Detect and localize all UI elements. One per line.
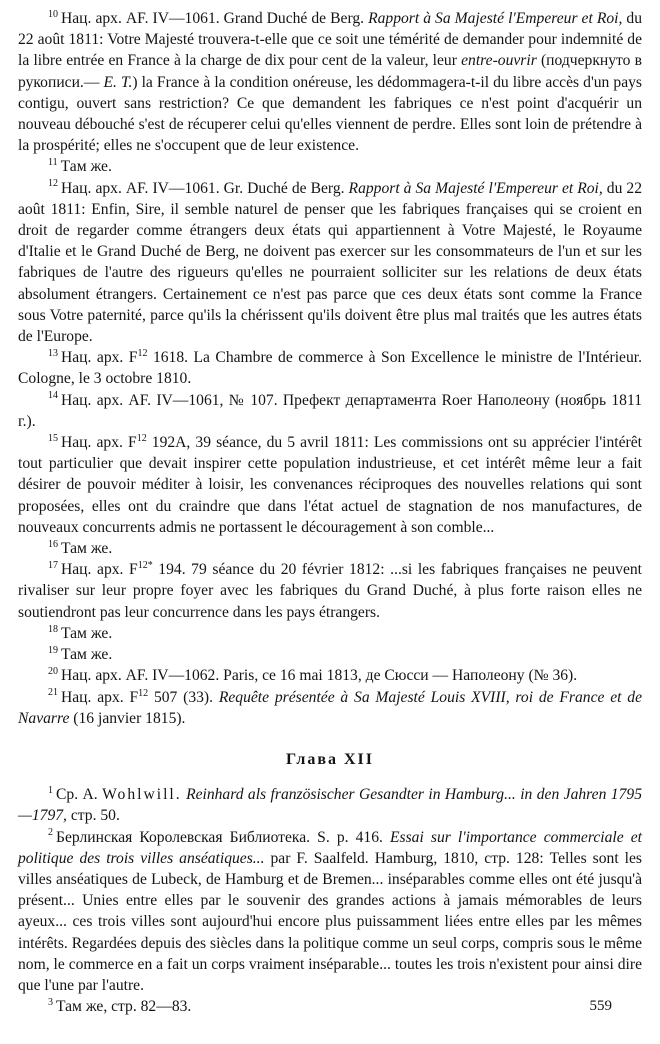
- footnote-text: 194. 79 séance du 20 février 1812: ...si les fabriques françaises ne peuvent rivaliser sur leur propre foyer avec les fabriques du Grand Duché, à plus forte raison elles ne soutiendront pas leur concurrence dans les pays étrangers.: [18, 561, 642, 621]
- footnote-number: 3: [48, 996, 53, 1008]
- footnote: [18, 687, 642, 729]
- footnote-number: 11: [48, 157, 58, 169]
- footnote-superscript: 12*: [137, 560, 153, 572]
- footnote: [18, 665, 642, 686]
- footnote-number: 21: [48, 687, 58, 699]
- footnote-italic-text: Rapport à Sa Majesté l'Empereur et Roi,: [348, 179, 603, 197]
- footnote-text: du 22 août 1811: Votre Majesté trouvera-t-elle que ce soit une témérité de demander pour indemnité de la libre entrée en France à la charge de dix pour cent de la valeur, leur: [18, 10, 642, 70]
- footnote-number: 16: [48, 538, 58, 550]
- footnote-text: Нац. арх. AF. IV—1061. Gr. Duché de Berg.: [61, 179, 349, 197]
- page-number: 559: [589, 998, 612, 1014]
- footnote-number: 2: [48, 827, 53, 839]
- footnote-text: Нац. арх. AF. IV—1061. Grand Duché de Berg.: [61, 10, 369, 27]
- footnote-text: Нац. арх. F: [61, 561, 138, 579]
- footnote-italic-text: Essai sur l'importance commerciale et politique des trois villes anséatiques...: [18, 828, 642, 867]
- footnote-text: ) la France à la condition onéreuse, les dédommagera-t-il du libre accès d'un pays contigu, ouvert sans restriction? Ce que demandent les fabriques ce n'est point d'acquérir un nouveau débouché s'est de récuperer celui qu'elles viennent de perdre. Elles sont loin de prétendre à la prospérité; elles ne s'occupent que de leur existence.: [18, 73, 642, 155]
- chapter-footnotes-section: [18, 784, 642, 1017]
- footnote-author-name: Wohlwill.: [102, 786, 182, 804]
- footnote: [18, 784, 642, 826]
- footnote: [18, 156, 642, 177]
- footnote-text: Там же, стр. 82—83.: [56, 998, 192, 1016]
- footnote-text: Берлинская Королевская Библиотека. S. p. 416.: [56, 828, 390, 846]
- chapter-heading: Глава XII: [286, 750, 374, 768]
- page-body: [18, 8, 642, 1017]
- footnote-text: par F. Saalfeld. Hamburg, 1810, стр. 128: Telles sont les villes anséatiques de Lubeck, de Hamburg et de Bremen... inséparables comme elles ont été jusqu'à présent... Unies entre elles par le souvenir des grandes actions à jamais mémorables de leurs ayeux... ces trois villes sont aujourd'hui encore plus puissamment liées entre elles par les mêmes intérêts. Regardées depuis des siècles dans la politique comme un seul corps, compris sous le même nom, le commerce en a fait un corps vraiment inséparable... toutes les trois n'existent pour ainsi dire que l'une par l'autre.: [18, 849, 642, 994]
- footnote: [18, 559, 642, 623]
- footnote-number: 19: [48, 644, 58, 656]
- footnote-italic-text: Reinhard als französischer Gesandter in Hamburg... in den Jahren 1795—1797,: [18, 786, 642, 825]
- footnote: [18, 347, 642, 389]
- footnote-text: стр. 50.: [66, 807, 120, 825]
- footnote-text: Там же.: [61, 540, 113, 558]
- footnote-text: 192A, 39 séance, du 5 avril 1811: Les commissions ont su apprécier l'intérêt tout particulier que devait inspirer cette population industrieuse, et cet intérêt même leur a fait désirer de pouvoir méditer à loisir, les convenances réciproques des nouvelles relations qui sont proposées, elles ont du craindre que dans l'état actuel de stagnation de nos manufactures, de nouveaux concurrents admis ne portassent le découragement à son comble...: [18, 434, 642, 536]
- footnote-superscript: 12: [137, 348, 148, 360]
- footnote-text: (подчеркнуто в рукописи.—: [18, 52, 643, 91]
- footnote: [18, 538, 642, 559]
- footnotes-section: [18, 8, 642, 729]
- footnote-number: 18: [48, 623, 58, 635]
- footnote-text: 1618. La Chambre de commerce à Son Excellence le ministre de l'Intérieur. Cologne, le 3 octobre 1810.: [18, 349, 643, 388]
- footnote: [18, 644, 642, 665]
- footnote-text: Ср. A.: [56, 786, 103, 804]
- footnote-italic-text: Rapport à Sa Majesté l'Empereur et Roi,: [368, 10, 623, 27]
- footnote-text: du 22 août 1811: Enfin, Sire, il semble naturel de penser que les fabriques françaises qui se croient en droit de regarder comme étrangers deux états qui appartiennent à Votre Majesté, le Royaume d'Italie et le Grand Duché de Berg, ne doivent pas exercer sur les consommateurs de l'un et sur les fabriques de l'autre des rigueurs qu'elles ne pourraient solliciter sur les relations de deux états absolument étrangers. Certainement ce n'est pas parce que ces deux états sont comme la France sous Votre paternité, parce qu'ils la chérissent qu'ils doivent être plus mal traités que les autres états de l'Europe.: [18, 179, 643, 346]
- footnote-italic-text: Requête présentée à Sa Majesté Louis XVIII, roi de France et de Navarre: [18, 688, 642, 727]
- footnote-number: 1: [48, 784, 53, 796]
- footnote-italic-text: entre-ouvrir: [461, 52, 537, 70]
- footnote-number: 15: [48, 432, 58, 444]
- footnote-text: Нац. арх. F: [61, 349, 138, 367]
- footnote-number: 17: [48, 560, 58, 572]
- footnote-text: Там же.: [60, 158, 112, 176]
- footnote-text: Нац. арх. AF. IV—1061, № 107. Префект департамента Roer Наполеону (ноябрь 1811 г.).: [18, 391, 642, 430]
- footnote-text: Там же.: [61, 624, 113, 642]
- footnote-italic-text: E. T.: [103, 73, 133, 91]
- footnote: [18, 390, 642, 432]
- footnote-text: Нац. арх. F: [61, 688, 139, 706]
- footnote: [18, 178, 642, 348]
- footnote: [18, 623, 642, 644]
- footnote-number: 12: [48, 178, 58, 190]
- footnote-text: Там же.: [61, 646, 113, 664]
- footnote: [18, 8, 642, 156]
- footnote: [18, 432, 642, 538]
- footnote-text: Нац. арх. AF. IV—1062. Paris, ce 16 mai 1813, де Сюсси — Наполеону (№ 36).: [61, 667, 578, 685]
- footnote-superscript: 12: [136, 432, 147, 444]
- footnote: [18, 827, 642, 997]
- footnote-text: 507 (33).: [148, 688, 219, 706]
- footnote-text: Нац. арх. F: [61, 434, 137, 452]
- footnote-number: 13: [48, 348, 58, 360]
- footnote-superscript: 12: [138, 687, 149, 699]
- footnote-number: 10: [48, 8, 58, 20]
- footnote-text: (16 janvier 1815).: [69, 709, 186, 727]
- footnote-number: 20: [48, 666, 58, 678]
- footnote-number: 14: [48, 390, 58, 402]
